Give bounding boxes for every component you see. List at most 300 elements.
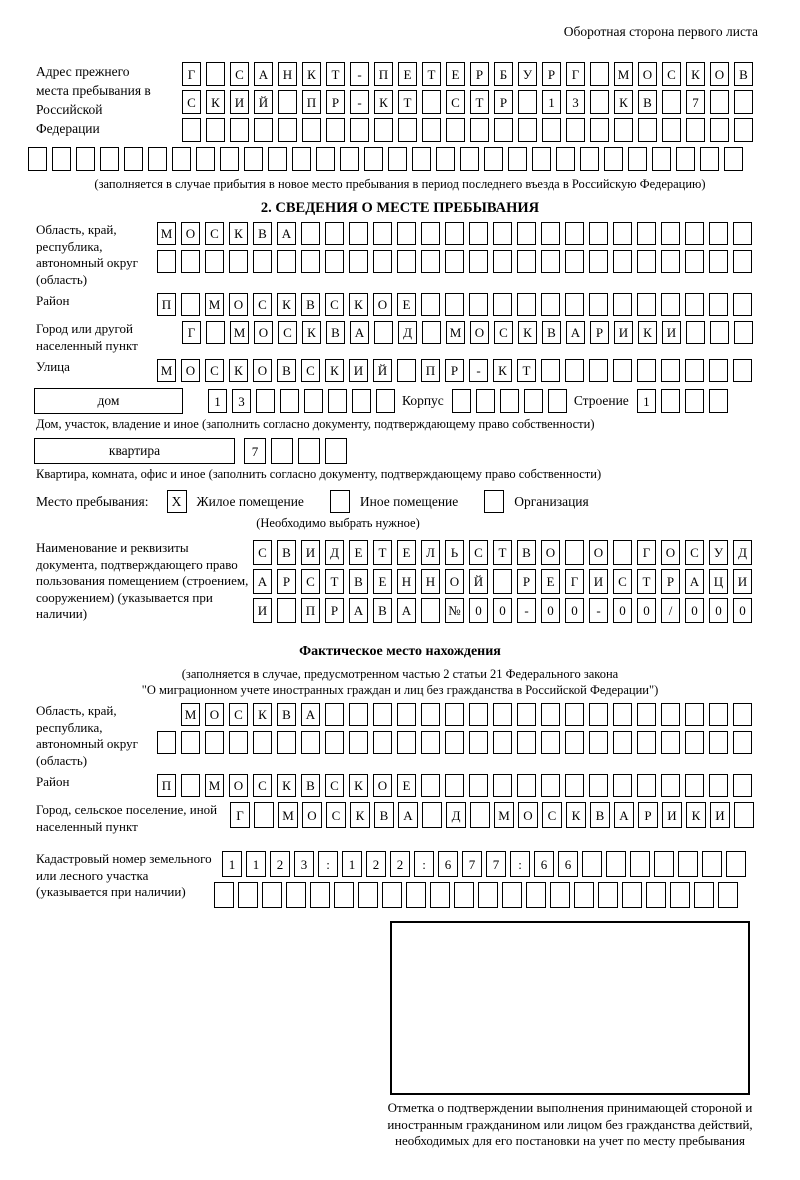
char-box[interactable]: П — [421, 359, 440, 382]
char-box[interactable] — [614, 118, 633, 142]
char-box[interactable]: И — [230, 90, 249, 114]
char-box[interactable] — [685, 250, 704, 273]
char-box[interactable]: С — [325, 774, 344, 797]
char-box[interactable] — [445, 731, 464, 754]
char-box[interactable]: Р — [277, 569, 296, 594]
char-box[interactable] — [710, 118, 729, 142]
char-box[interactable]: / — [661, 598, 680, 623]
char-box[interactable]: С — [301, 359, 320, 382]
char-box[interactable] — [661, 731, 680, 754]
char-box[interactable]: А — [301, 703, 320, 726]
char-box[interactable] — [469, 774, 488, 797]
char-box[interactable]: В — [253, 222, 272, 245]
char-box[interactable]: В — [374, 802, 394, 828]
char-box[interactable]: С — [325, 293, 344, 316]
char-box[interactable] — [278, 90, 297, 114]
char-box[interactable] — [446, 118, 465, 142]
char-box[interactable] — [550, 882, 570, 908]
char-box[interactable] — [422, 90, 441, 114]
char-box[interactable] — [661, 250, 680, 273]
char-box[interactable] — [52, 147, 71, 171]
char-box[interactable] — [286, 882, 306, 908]
char-box[interactable]: С — [613, 569, 632, 594]
char-box[interactable] — [661, 359, 680, 382]
char-box[interactable]: О — [589, 540, 608, 565]
char-box[interactable]: Е — [373, 569, 392, 594]
char-box[interactable] — [565, 703, 584, 726]
char-box[interactable]: Л — [421, 540, 440, 565]
char-box[interactable] — [685, 222, 704, 245]
char-box[interactable] — [541, 250, 560, 273]
char-box[interactable] — [478, 882, 498, 908]
char-box[interactable]: 0 — [541, 598, 560, 623]
char-box[interactable] — [374, 321, 393, 344]
char-box[interactable] — [373, 250, 392, 273]
char-box[interactable]: Т — [325, 569, 344, 594]
char-box[interactable] — [470, 802, 490, 828]
char-box[interactable] — [28, 147, 47, 171]
char-box[interactable]: В — [277, 359, 296, 382]
char-box[interactable] — [493, 703, 512, 726]
char-box[interactable] — [630, 851, 650, 877]
char-box[interactable]: В — [277, 703, 296, 726]
char-box[interactable] — [709, 389, 728, 413]
char-box[interactable] — [638, 118, 657, 142]
char-box[interactable] — [548, 389, 567, 413]
char-box[interactable] — [278, 118, 297, 142]
char-box[interactable]: Е — [349, 540, 368, 565]
char-box[interactable]: С — [253, 540, 272, 565]
char-box[interactable] — [382, 882, 402, 908]
char-box[interactable] — [637, 731, 656, 754]
char-box[interactable]: 6 — [534, 851, 554, 877]
char-box[interactable]: 3 — [232, 389, 251, 413]
char-box[interactable]: О — [373, 774, 392, 797]
char-box[interactable]: В — [734, 62, 753, 86]
char-box[interactable]: Г — [182, 62, 201, 86]
char-box[interactable] — [334, 882, 354, 908]
char-box[interactable]: К — [350, 802, 370, 828]
char-box[interactable] — [376, 389, 395, 413]
char-box[interactable]: О — [710, 62, 729, 86]
char-box[interactable]: В — [542, 321, 561, 344]
char-box[interactable] — [304, 389, 323, 413]
char-box[interactable] — [76, 147, 95, 171]
char-box[interactable] — [734, 321, 753, 344]
char-box[interactable] — [709, 703, 728, 726]
char-box[interactable]: А — [614, 802, 634, 828]
char-box[interactable] — [566, 118, 585, 142]
char-box[interactable] — [613, 250, 632, 273]
char-box[interactable]: М — [494, 802, 514, 828]
char-box[interactable]: Р — [590, 321, 609, 344]
char-box[interactable]: Г — [182, 321, 201, 344]
char-box[interactable]: П — [157, 293, 176, 316]
char-box[interactable] — [582, 851, 602, 877]
char-box[interactable]: С — [326, 802, 346, 828]
char-box[interactable]: К — [518, 321, 537, 344]
char-box[interactable]: Т — [326, 62, 345, 86]
char-box[interactable] — [709, 731, 728, 754]
char-box[interactable] — [484, 147, 503, 171]
char-box[interactable]: Н — [397, 569, 416, 594]
char-box[interactable] — [661, 389, 680, 413]
char-box[interactable] — [254, 118, 273, 142]
char-box[interactable] — [445, 293, 464, 316]
char-box[interactable]: 2 — [390, 851, 410, 877]
char-box[interactable] — [702, 851, 722, 877]
char-box[interactable] — [541, 222, 560, 245]
char-box[interactable] — [349, 731, 368, 754]
char-box[interactable] — [654, 851, 674, 877]
char-box[interactable] — [685, 703, 704, 726]
char-box[interactable] — [494, 118, 513, 142]
char-box[interactable]: А — [254, 62, 273, 86]
char-box[interactable]: С — [301, 569, 320, 594]
char-box[interactable] — [526, 882, 546, 908]
char-box[interactable] — [493, 250, 512, 273]
char-box[interactable] — [724, 147, 743, 171]
char-box[interactable]: О — [205, 703, 224, 726]
char-box[interactable] — [565, 774, 584, 797]
char-box[interactable] — [229, 731, 248, 754]
char-box[interactable] — [373, 703, 392, 726]
char-box[interactable]: К — [229, 222, 248, 245]
char-box[interactable]: 0 — [685, 598, 704, 623]
char-box[interactable]: 7 — [244, 438, 266, 464]
char-box[interactable]: Е — [398, 62, 417, 86]
char-box[interactable]: Р — [542, 62, 561, 86]
char-box[interactable]: О — [541, 540, 560, 565]
char-box[interactable] — [685, 389, 704, 413]
char-box[interactable] — [436, 147, 455, 171]
char-box[interactable] — [500, 389, 519, 413]
char-box[interactable]: В — [301, 293, 320, 316]
char-box[interactable]: П — [374, 62, 393, 86]
char-box[interactable]: Р — [325, 598, 344, 623]
char-box[interactable] — [517, 293, 536, 316]
char-box[interactable] — [325, 250, 344, 273]
char-box[interactable]: Н — [278, 62, 297, 86]
char-box[interactable] — [181, 774, 200, 797]
char-box[interactable] — [508, 147, 527, 171]
char-box[interactable] — [589, 703, 608, 726]
char-box[interactable]: С — [494, 321, 513, 344]
char-box[interactable]: - — [469, 359, 488, 382]
char-box[interactable] — [244, 147, 263, 171]
char-box[interactable]: Ь — [445, 540, 464, 565]
char-box[interactable] — [406, 882, 426, 908]
char-box[interactable] — [388, 147, 407, 171]
char-box[interactable]: И — [253, 598, 272, 623]
char-box[interactable] — [220, 147, 239, 171]
char-box[interactable] — [524, 389, 543, 413]
char-box[interactable]: 0 — [637, 598, 656, 623]
char-box[interactable]: Р — [494, 90, 513, 114]
char-box[interactable] — [421, 222, 440, 245]
char-box[interactable]: В — [326, 321, 345, 344]
char-box[interactable] — [422, 321, 441, 344]
char-box[interactable]: 0 — [613, 598, 632, 623]
char-box[interactable]: И — [614, 321, 633, 344]
char-box[interactable]: : — [510, 851, 530, 877]
char-box[interactable]: 0 — [493, 598, 512, 623]
char-box[interactable]: Н — [421, 569, 440, 594]
char-box[interactable]: С — [278, 321, 297, 344]
char-box[interactable] — [302, 118, 321, 142]
char-box[interactable] — [397, 359, 416, 382]
char-box[interactable]: С — [542, 802, 562, 828]
char-box[interactable] — [493, 569, 512, 594]
char-box[interactable] — [301, 222, 320, 245]
char-box[interactable] — [214, 882, 234, 908]
char-box[interactable]: М — [205, 293, 224, 316]
char-box[interactable]: С — [685, 540, 704, 565]
char-box[interactable]: Т — [422, 62, 441, 86]
char-box[interactable]: К — [493, 359, 512, 382]
char-box[interactable] — [694, 882, 714, 908]
char-box[interactable] — [637, 359, 656, 382]
char-box[interactable] — [532, 147, 551, 171]
char-box[interactable]: Т — [373, 540, 392, 565]
char-box[interactable] — [574, 882, 594, 908]
char-box[interactable]: В — [373, 598, 392, 623]
char-box[interactable]: У — [518, 62, 537, 86]
char-box[interactable] — [326, 118, 345, 142]
char-box[interactable] — [470, 118, 489, 142]
char-box[interactable] — [613, 222, 632, 245]
char-box[interactable] — [598, 882, 618, 908]
char-box[interactable]: Е — [397, 293, 416, 316]
char-box[interactable]: 1 — [342, 851, 362, 877]
char-box[interactable]: 7 — [462, 851, 482, 877]
char-box[interactable] — [589, 250, 608, 273]
char-box[interactable] — [709, 359, 728, 382]
char-box[interactable]: - — [517, 598, 536, 623]
char-box[interactable] — [445, 774, 464, 797]
char-box[interactable]: К — [206, 90, 225, 114]
char-box[interactable] — [590, 62, 609, 86]
char-box[interactable]: О — [638, 62, 657, 86]
dom-widebox[interactable]: дом — [34, 388, 183, 414]
char-box[interactable]: О — [661, 540, 680, 565]
char-box[interactable] — [469, 222, 488, 245]
char-box[interactable]: А — [397, 598, 416, 623]
char-box[interactable] — [280, 389, 299, 413]
char-box[interactable] — [412, 147, 431, 171]
char-box[interactable] — [325, 731, 344, 754]
char-box[interactable]: О — [302, 802, 322, 828]
char-box[interactable]: К — [302, 62, 321, 86]
char-box[interactable] — [710, 90, 729, 114]
char-box[interactable]: С — [230, 62, 249, 86]
char-box[interactable]: К — [325, 359, 344, 382]
char-box[interactable]: Й — [373, 359, 392, 382]
char-box[interactable]: К — [374, 90, 393, 114]
char-box[interactable]: М — [157, 359, 176, 382]
char-box[interactable]: Е — [541, 569, 560, 594]
char-box[interactable] — [606, 851, 626, 877]
char-box[interactable]: Р — [470, 62, 489, 86]
char-box[interactable]: 0 — [733, 598, 752, 623]
char-box[interactable]: - — [589, 598, 608, 623]
char-box[interactable] — [206, 62, 225, 86]
char-box[interactable] — [469, 293, 488, 316]
char-box[interactable] — [421, 250, 440, 273]
char-box[interactable] — [452, 389, 471, 413]
char-box[interactable]: М — [230, 321, 249, 344]
char-box[interactable] — [556, 147, 575, 171]
char-box[interactable]: С — [446, 90, 465, 114]
char-box[interactable]: И — [589, 569, 608, 594]
char-box[interactable] — [670, 882, 690, 908]
char-box[interactable] — [604, 147, 623, 171]
char-box[interactable] — [589, 731, 608, 754]
char-box[interactable]: 0 — [469, 598, 488, 623]
char-box[interactable] — [678, 851, 698, 877]
char-box[interactable]: К — [614, 90, 633, 114]
char-box[interactable]: М — [446, 321, 465, 344]
char-box[interactable] — [172, 147, 191, 171]
char-box[interactable]: И — [710, 802, 730, 828]
char-box[interactable]: О — [253, 359, 272, 382]
char-box[interactable] — [445, 250, 464, 273]
char-box[interactable] — [325, 222, 344, 245]
char-box[interactable]: О — [229, 774, 248, 797]
char-box[interactable] — [734, 90, 753, 114]
char-box[interactable]: 0 — [709, 598, 728, 623]
char-box[interactable]: М — [205, 774, 224, 797]
char-box[interactable] — [328, 389, 347, 413]
char-box[interactable]: М — [157, 222, 176, 245]
char-box[interactable]: 2 — [270, 851, 290, 877]
char-box[interactable] — [685, 359, 704, 382]
char-box[interactable] — [421, 703, 440, 726]
char-box[interactable] — [613, 774, 632, 797]
char-box[interactable] — [181, 293, 200, 316]
char-box[interactable] — [157, 250, 176, 273]
char-box[interactable] — [637, 222, 656, 245]
char-box[interactable] — [148, 147, 167, 171]
char-box[interactable]: А — [349, 598, 368, 623]
char-box[interactable] — [397, 250, 416, 273]
char-box[interactable] — [541, 703, 560, 726]
char-box[interactable] — [709, 293, 728, 316]
char-box[interactable]: 7 — [486, 851, 506, 877]
char-box[interactable]: И — [662, 802, 682, 828]
char-box[interactable] — [709, 774, 728, 797]
char-box[interactable] — [517, 703, 536, 726]
char-box[interactable] — [196, 147, 215, 171]
char-box[interactable]: 1 — [542, 90, 561, 114]
char-box[interactable]: В — [349, 569, 368, 594]
char-box[interactable] — [421, 774, 440, 797]
char-box[interactable] — [590, 118, 609, 142]
checkbox-organizatsiya[interactable] — [484, 490, 504, 513]
char-box[interactable]: К — [349, 293, 368, 316]
char-box[interactable]: К — [229, 359, 248, 382]
char-box[interactable] — [469, 250, 488, 273]
char-box[interactable]: Т — [517, 359, 536, 382]
checkbox-inoe[interactable] — [330, 490, 350, 513]
char-box[interactable] — [476, 389, 495, 413]
char-box[interactable] — [445, 703, 464, 726]
char-box[interactable] — [662, 118, 681, 142]
char-box[interactable] — [238, 882, 258, 908]
char-box[interactable]: С — [182, 90, 201, 114]
char-box[interactable]: И — [349, 359, 368, 382]
char-box[interactable] — [662, 90, 681, 114]
char-box[interactable] — [271, 438, 293, 464]
char-box[interactable] — [422, 118, 441, 142]
char-box[interactable] — [205, 731, 224, 754]
char-box[interactable] — [565, 222, 584, 245]
char-box[interactable]: № — [445, 598, 464, 623]
char-box[interactable] — [493, 731, 512, 754]
char-box[interactable] — [710, 321, 729, 344]
char-box[interactable] — [733, 222, 752, 245]
char-box[interactable]: Й — [469, 569, 488, 594]
char-box[interactable]: Д — [398, 321, 417, 344]
char-box[interactable]: О — [181, 222, 200, 245]
char-box[interactable]: 6 — [438, 851, 458, 877]
char-box[interactable]: В — [301, 774, 320, 797]
char-box[interactable] — [646, 882, 666, 908]
char-box[interactable] — [580, 147, 599, 171]
char-box[interactable]: 2 — [366, 851, 386, 877]
char-box[interactable] — [589, 359, 608, 382]
char-box[interactable] — [277, 731, 296, 754]
char-box[interactable] — [277, 250, 296, 273]
char-box[interactable]: К — [349, 774, 368, 797]
char-box[interactable] — [229, 250, 248, 273]
char-box[interactable]: Т — [470, 90, 489, 114]
char-box[interactable]: Ц — [709, 569, 728, 594]
char-box[interactable] — [301, 250, 320, 273]
char-box[interactable]: Е — [397, 540, 416, 565]
char-box[interactable]: 1 — [208, 389, 227, 413]
char-box[interactable] — [565, 540, 584, 565]
char-box[interactable]: М — [181, 703, 200, 726]
char-box[interactable]: В — [277, 540, 296, 565]
char-box[interactable] — [726, 851, 746, 877]
char-box[interactable] — [421, 731, 440, 754]
char-box[interactable]: Т — [637, 569, 656, 594]
char-box[interactable] — [734, 118, 753, 142]
char-box[interactable]: А — [398, 802, 418, 828]
char-box[interactable] — [493, 222, 512, 245]
char-box[interactable] — [613, 293, 632, 316]
char-box[interactable] — [253, 250, 272, 273]
char-box[interactable]: Т — [493, 540, 512, 565]
char-box[interactable]: 1 — [637, 389, 656, 413]
char-box[interactable] — [182, 118, 201, 142]
char-box[interactable]: В — [638, 90, 657, 114]
char-box[interactable] — [445, 222, 464, 245]
char-box[interactable] — [676, 147, 695, 171]
char-box[interactable] — [364, 147, 383, 171]
char-box[interactable]: 0 — [565, 598, 584, 623]
char-box[interactable] — [517, 222, 536, 245]
char-box[interactable] — [637, 774, 656, 797]
char-box[interactable]: 7 — [686, 90, 705, 114]
char-box[interactable]: Й — [254, 90, 273, 114]
char-box[interactable] — [206, 118, 225, 142]
char-box[interactable]: О — [445, 569, 464, 594]
char-box[interactable] — [733, 703, 752, 726]
char-box[interactable]: С — [662, 62, 681, 86]
char-box[interactable] — [565, 293, 584, 316]
